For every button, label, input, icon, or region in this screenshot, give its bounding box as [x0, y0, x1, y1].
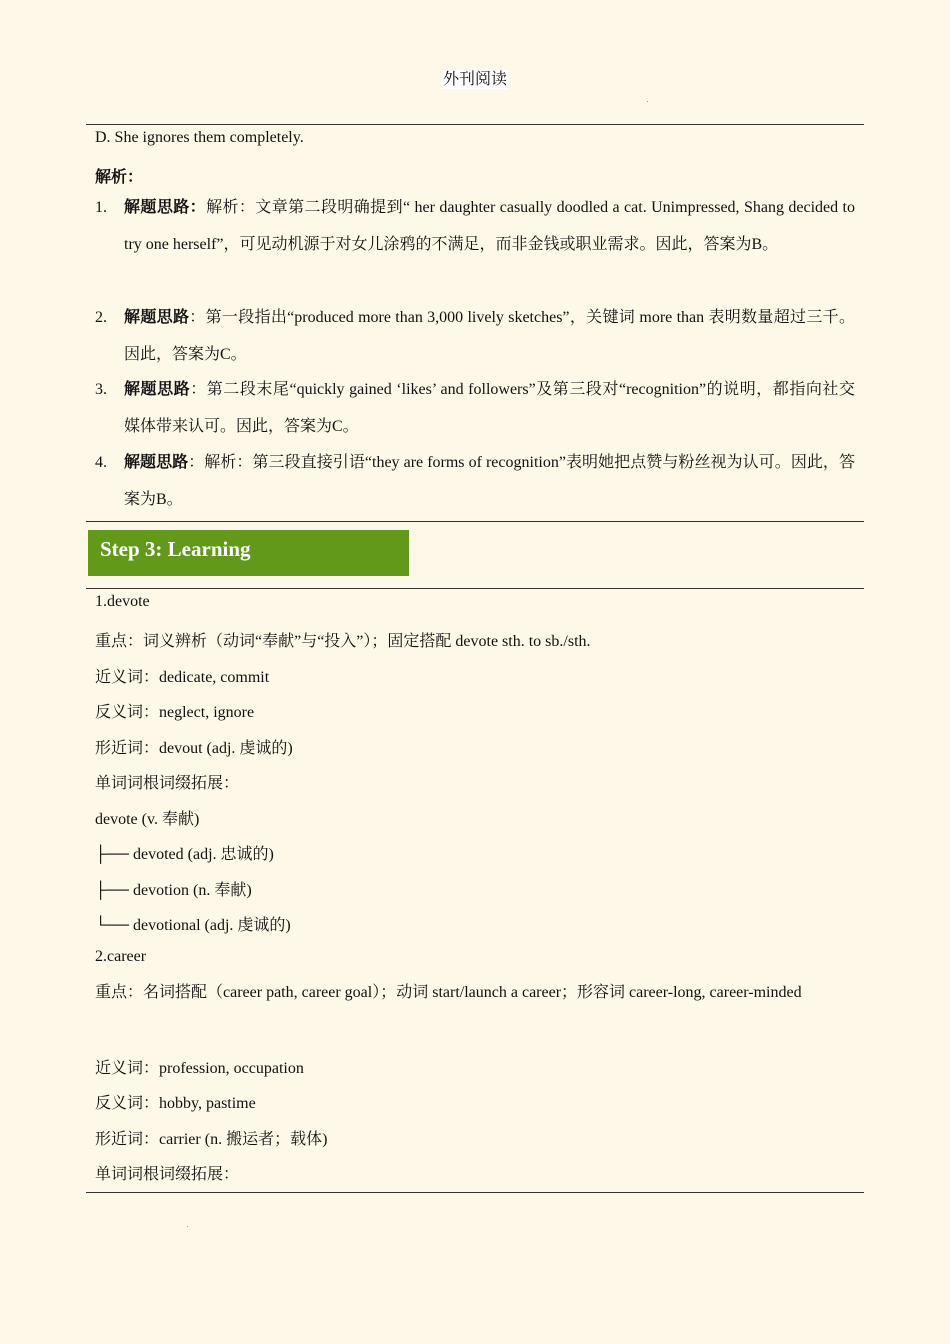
vocab-line-6: 单词词根词缀拓展： [95, 775, 240, 792]
analysis-label-3: 解题思路 [124, 381, 191, 398]
analysis-text-1: 解析：文章第二段明确提到“ her daughter casually doodled a cat. Unimpressed, Shang decided to try one herself”，可见动机源于对女儿涂鸦的不满足，而非金钱或职业需求。因此，答案为B。 [124, 199, 855, 253]
header-title: 外刊阅读 [442, 71, 507, 88]
bottom-rule [86, 1192, 864, 1193]
vocab-line-3: 近义词：dedicate, commit [95, 669, 270, 686]
analysis-num-3: 3. [95, 381, 107, 398]
career-focus: 重点：名词搭配（career path, career goal）；动词 start/launch a career；形容词 career-long, career-minded [95, 984, 802, 1001]
vocab-line-8: ├── devoted (adj. 忠诚的) [95, 846, 274, 863]
analysis-label-2: 解题思路 [124, 309, 190, 326]
vocab-line-10: └── devotional (adj. 虔诚的) [95, 917, 291, 934]
option-d: D. She ignores them completely. [95, 129, 304, 146]
analysis-text-3: ：第二段末尾“quickly gained ‘likes’ and followers”及第三段对“recognition”的说明，都指向社交媒体带来认可。因此，答案为C。 [124, 381, 855, 435]
analysis-num-1: 1. [95, 199, 107, 216]
step-title: Step 3: Learning [100, 537, 251, 561]
vocab2-line-4: 单词词根词缀拓展： [95, 1166, 240, 1183]
analysis-num-2: 2. [95, 309, 107, 326]
analysis-text-2: ：第一段指出“produced more than 3,000 lively sketches”，关键词 more than 表明数量超过三千。因此，答案为C。 [124, 309, 855, 363]
analysis-label-1: 解题思路： [124, 199, 207, 216]
header-dot [647, 101, 648, 102]
vocab2-line-1: 近义词：profession, occupation [95, 1060, 304, 1077]
vocab-line-1: 1.devote [95, 593, 150, 610]
vocab-line-5: 形近词：devout (adj. 虔诚的) [95, 740, 293, 757]
analysis-num-4: 4. [95, 454, 107, 471]
analysis-label: 解析： [95, 169, 144, 186]
section-rule-2 [86, 588, 864, 589]
analysis-text-4: ：解析：第三段直接引语“they are forms of recognition”表明她把点赞与粉丝视为认可。因此，答案为B。 [124, 454, 855, 508]
page-header [0, 66, 950, 89]
footer-dot [187, 1226, 188, 1227]
vocab2-line-2: 反义词：hobby, pastime [95, 1095, 256, 1112]
vocab-line-4: 反义词：neglect, ignore [95, 704, 255, 721]
section-rule-1 [86, 521, 864, 522]
analysis-label-4: 解题思路 [124, 454, 189, 471]
analysis-item-3 [124, 371, 855, 445]
analysis-item-2 [124, 299, 855, 373]
step-banner [88, 530, 409, 576]
vocab-line-9: ├── devotion (n. 奉献) [95, 882, 252, 899]
vocab-line-2: 重点：词义辨析（动词“奉献”与“投入”）；固定搭配 devote sth. to sb./sth. [95, 633, 591, 650]
vocab-line-11: 2.career [95, 948, 147, 965]
analysis-item-4 [124, 444, 855, 518]
vocab-line-7: devote (v. 奉献) [95, 811, 200, 828]
analysis-item-1 [124, 189, 855, 263]
top-rule [86, 124, 864, 125]
vocab2-line-3: 形近词：carrier (n. 搬运者；载体) [95, 1131, 328, 1148]
